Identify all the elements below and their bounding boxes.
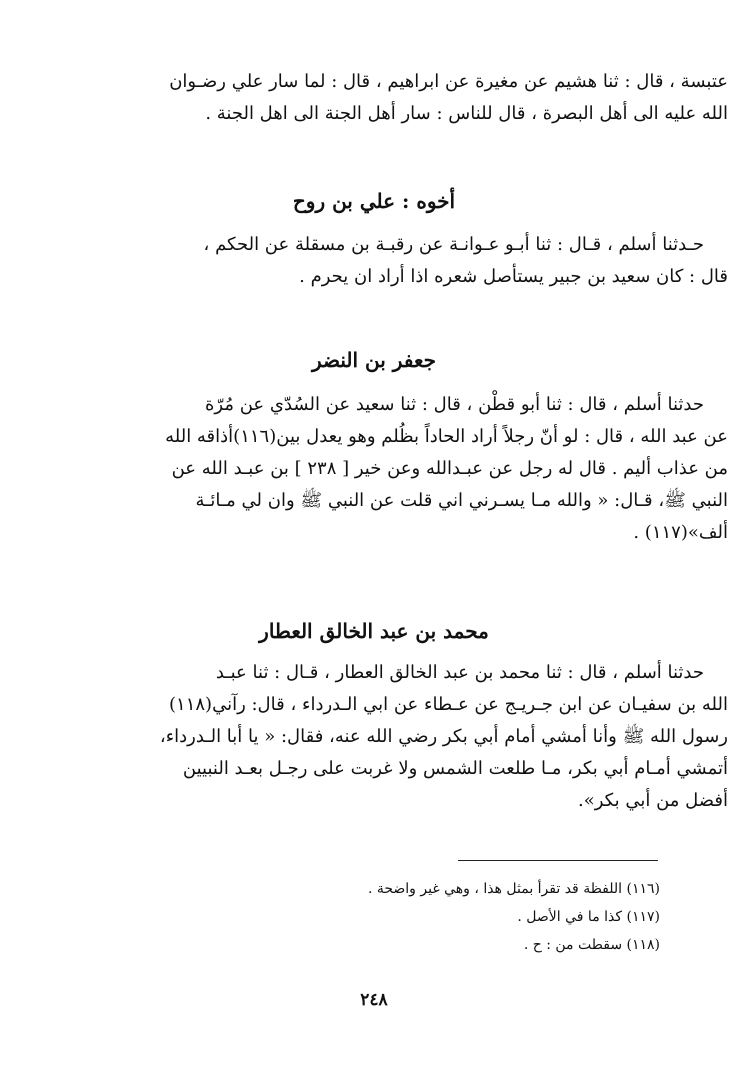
opening-paragraph [98, 66, 728, 130]
section-heading-jafar-bin-nadr: جعفر بن النضر [312, 348, 436, 372]
footnote: (١١٧) كذا ما في الأصل . [517, 909, 660, 925]
footnote-separator [458, 860, 658, 861]
text-line: أتمشي أمـام أبي بكر، مـا طلعت الشمس ولا غربت على رجـل بعـد النبيين [182, 758, 728, 779]
text-line: أفضل من أبي بكر». [578, 790, 728, 811]
section-heading-muhammad-bin-abd-al-khaliq: محمد بن عبد الخالق العطار [259, 619, 489, 643]
text-line: قال : كان سعيد بن جبير يستأصل شعره اذا أراد ان يحرم . [299, 266, 728, 287]
footnote: (١١٨) سقطت من : ح . [523, 937, 660, 953]
footnote: (١١٦) اللفظة قد تقرأ بمثل هذا ، وهي غير واضحة . [367, 881, 660, 897]
paragraph-ali-bin-rawh [98, 229, 728, 293]
text-line: الله بن سفيـان عن ابن جـريـج عن عـطاء عن ابي الـدرداء ، قال: رآني(١١٨) [169, 694, 728, 715]
text-line: عتبسة ، قال : ثنا هشيم عن مغيرة عن ابراهيم ، قال : لما سار علي رضـوان [169, 71, 728, 92]
text-line: رسول الله ﷺ وأنا أمشي أمام أبي بكر رضي الله عنه، فقال: « يا أبا الـدرداء، [159, 726, 728, 747]
text-line: الله عليه الى أهل البصرة ، قال للناس : سار أهل الجنة الى اهل الجنة . [205, 103, 728, 124]
text-line: حدثنا أسلم ، قال : ثنا محمد بن عبد الخالق العطار ، قـال : ثنا عبـد [215, 662, 704, 683]
paragraph-jafar-bin-nadr [98, 389, 728, 549]
section-heading-ali-bin-rawh: أخوه : علي بن روح [292, 189, 456, 213]
text-line: من عذاب أليم . قال له رجل عن عبـدالله وعن خير [ ٢٣٨ ] بن عبـد الله عن [171, 458, 728, 479]
footnotes [330, 875, 660, 959]
page-number: ٢٤٨ [360, 990, 388, 1010]
text-line: حـدثنا أسلم ، قـال : ثنا أبـو عـوانـة عن رقبـة بن مسقلة عن الحكم ، [203, 234, 704, 255]
text-line: النبي ﷺ، قـال: « والله مـا يسـرني اني قلت عن النبي ﷺ وان لي مـائـة [195, 490, 728, 511]
text-line: حدثنا أسلم ، قال : ثنا أبو قطْن ، قال : ثنا سعيد عن السُدّي عن مُرّة [205, 394, 704, 415]
text-line: عن عبد الله ، قال : لو أنّ رجلاً أراد الحاداً بظُلم وهو يعدل بين(١١٦)أذاقه الله [165, 426, 728, 447]
text-line: ألف»(١١٧) . [633, 522, 728, 543]
paragraph-muhammad-bin-abd-al-khaliq [98, 657, 728, 817]
